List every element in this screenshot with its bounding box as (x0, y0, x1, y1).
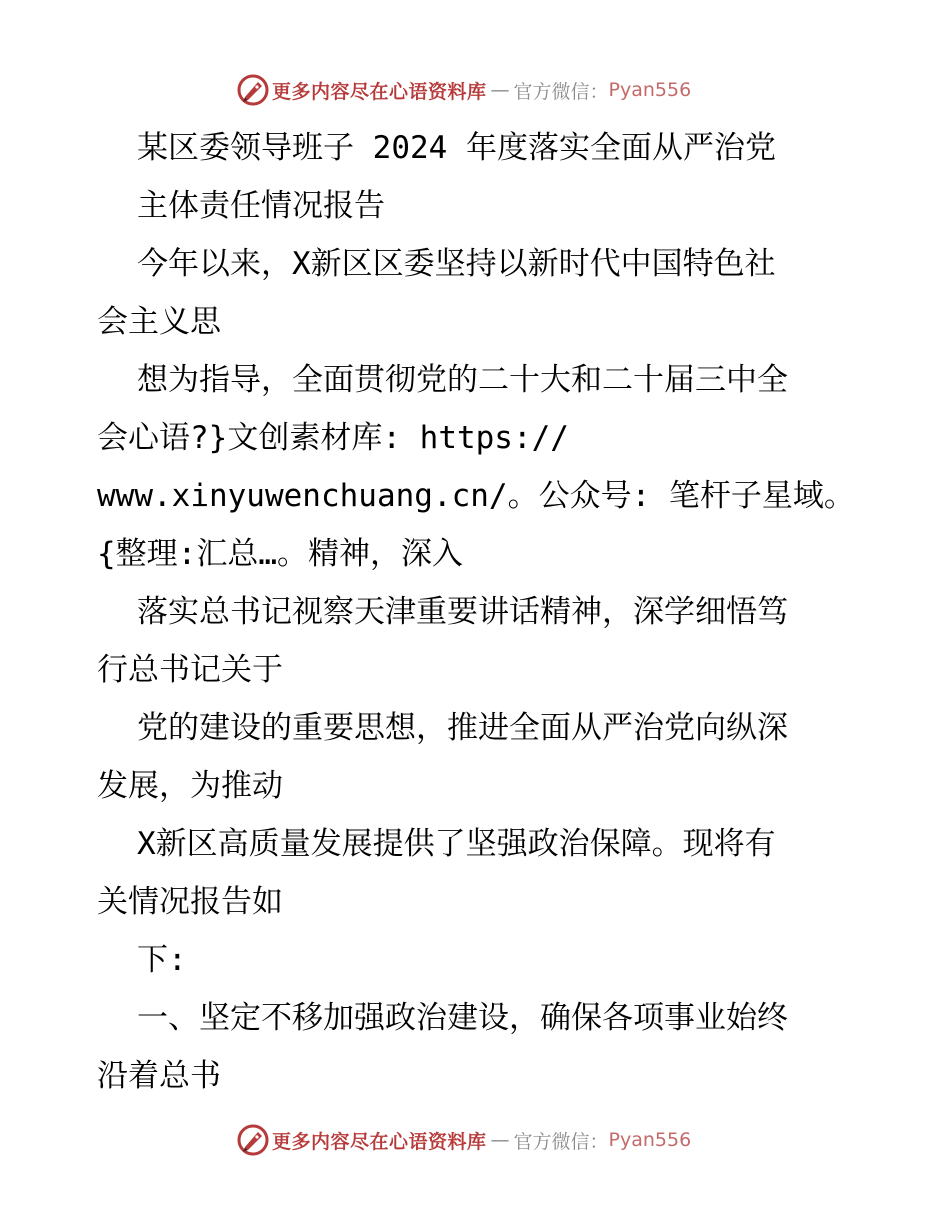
header-wechat-label: 官方微信： (513, 80, 609, 103)
document-body (97, 122, 867, 1108)
title-line-2: 主体责任情况报告 (137, 188, 385, 224)
footer-separator: — (490, 1129, 510, 1151)
paragraph-line: 今年以来，X新区区委坚持以新时代中国特色社 (137, 246, 776, 282)
pen-nib-logo-icon (236, 73, 270, 107)
header-separator: — (490, 79, 510, 101)
paragraph-line: X新区高质量发展提供了坚强政治保障。现将有 (137, 826, 776, 862)
footer-wechat-label: 官方微信： (513, 1130, 609, 1153)
footer-banner (236, 1123, 716, 1157)
paragraph-line: 想为指导，全面贯彻党的二十大和二十届三中全 (137, 362, 788, 398)
header-brand-text: 更多内容尽在心语资料库 (272, 80, 487, 103)
footer-brand-text: 更多内容尽在心语资料库 (272, 1130, 487, 1153)
paragraph-line: 会心语?}文创素材库: https:// (97, 420, 569, 456)
pen-nib-logo-icon (236, 1123, 270, 1157)
paragraph-line: 下: (137, 942, 187, 978)
paragraph-line: {整理:汇总…。精神，深入 (97, 536, 463, 572)
section-heading-line: 沿着总书 (97, 1058, 221, 1094)
title-line-1: 某区委领导班子 2024 年度落实全面从严治党 (137, 130, 776, 166)
paragraph-line: 关情况报告如 (97, 884, 283, 920)
paragraph-line: 落实总书记视察天津重要讲话精神，深学细悟笃 (137, 594, 788, 630)
paragraph-line: 会主义思 (97, 304, 221, 340)
footer-wechat-id: Pyan556 (608, 1129, 692, 1151)
header-banner (236, 73, 716, 107)
paragraph-line: 行总书记关于 (97, 652, 283, 688)
header-wechat-id: Pyan556 (608, 79, 692, 101)
section-heading-line: 一、坚定不移加强政治建设，确保各项事业始终 (137, 1000, 788, 1036)
paragraph-line: 党的建设的重要思想，推进全面从严治党向纵深 (137, 710, 788, 746)
paragraph-line: www.xinyuwenchuang.cn/。公众号: 笔杆子星域。 (97, 478, 855, 514)
paragraph-line: 发展，为推动 (97, 768, 283, 804)
